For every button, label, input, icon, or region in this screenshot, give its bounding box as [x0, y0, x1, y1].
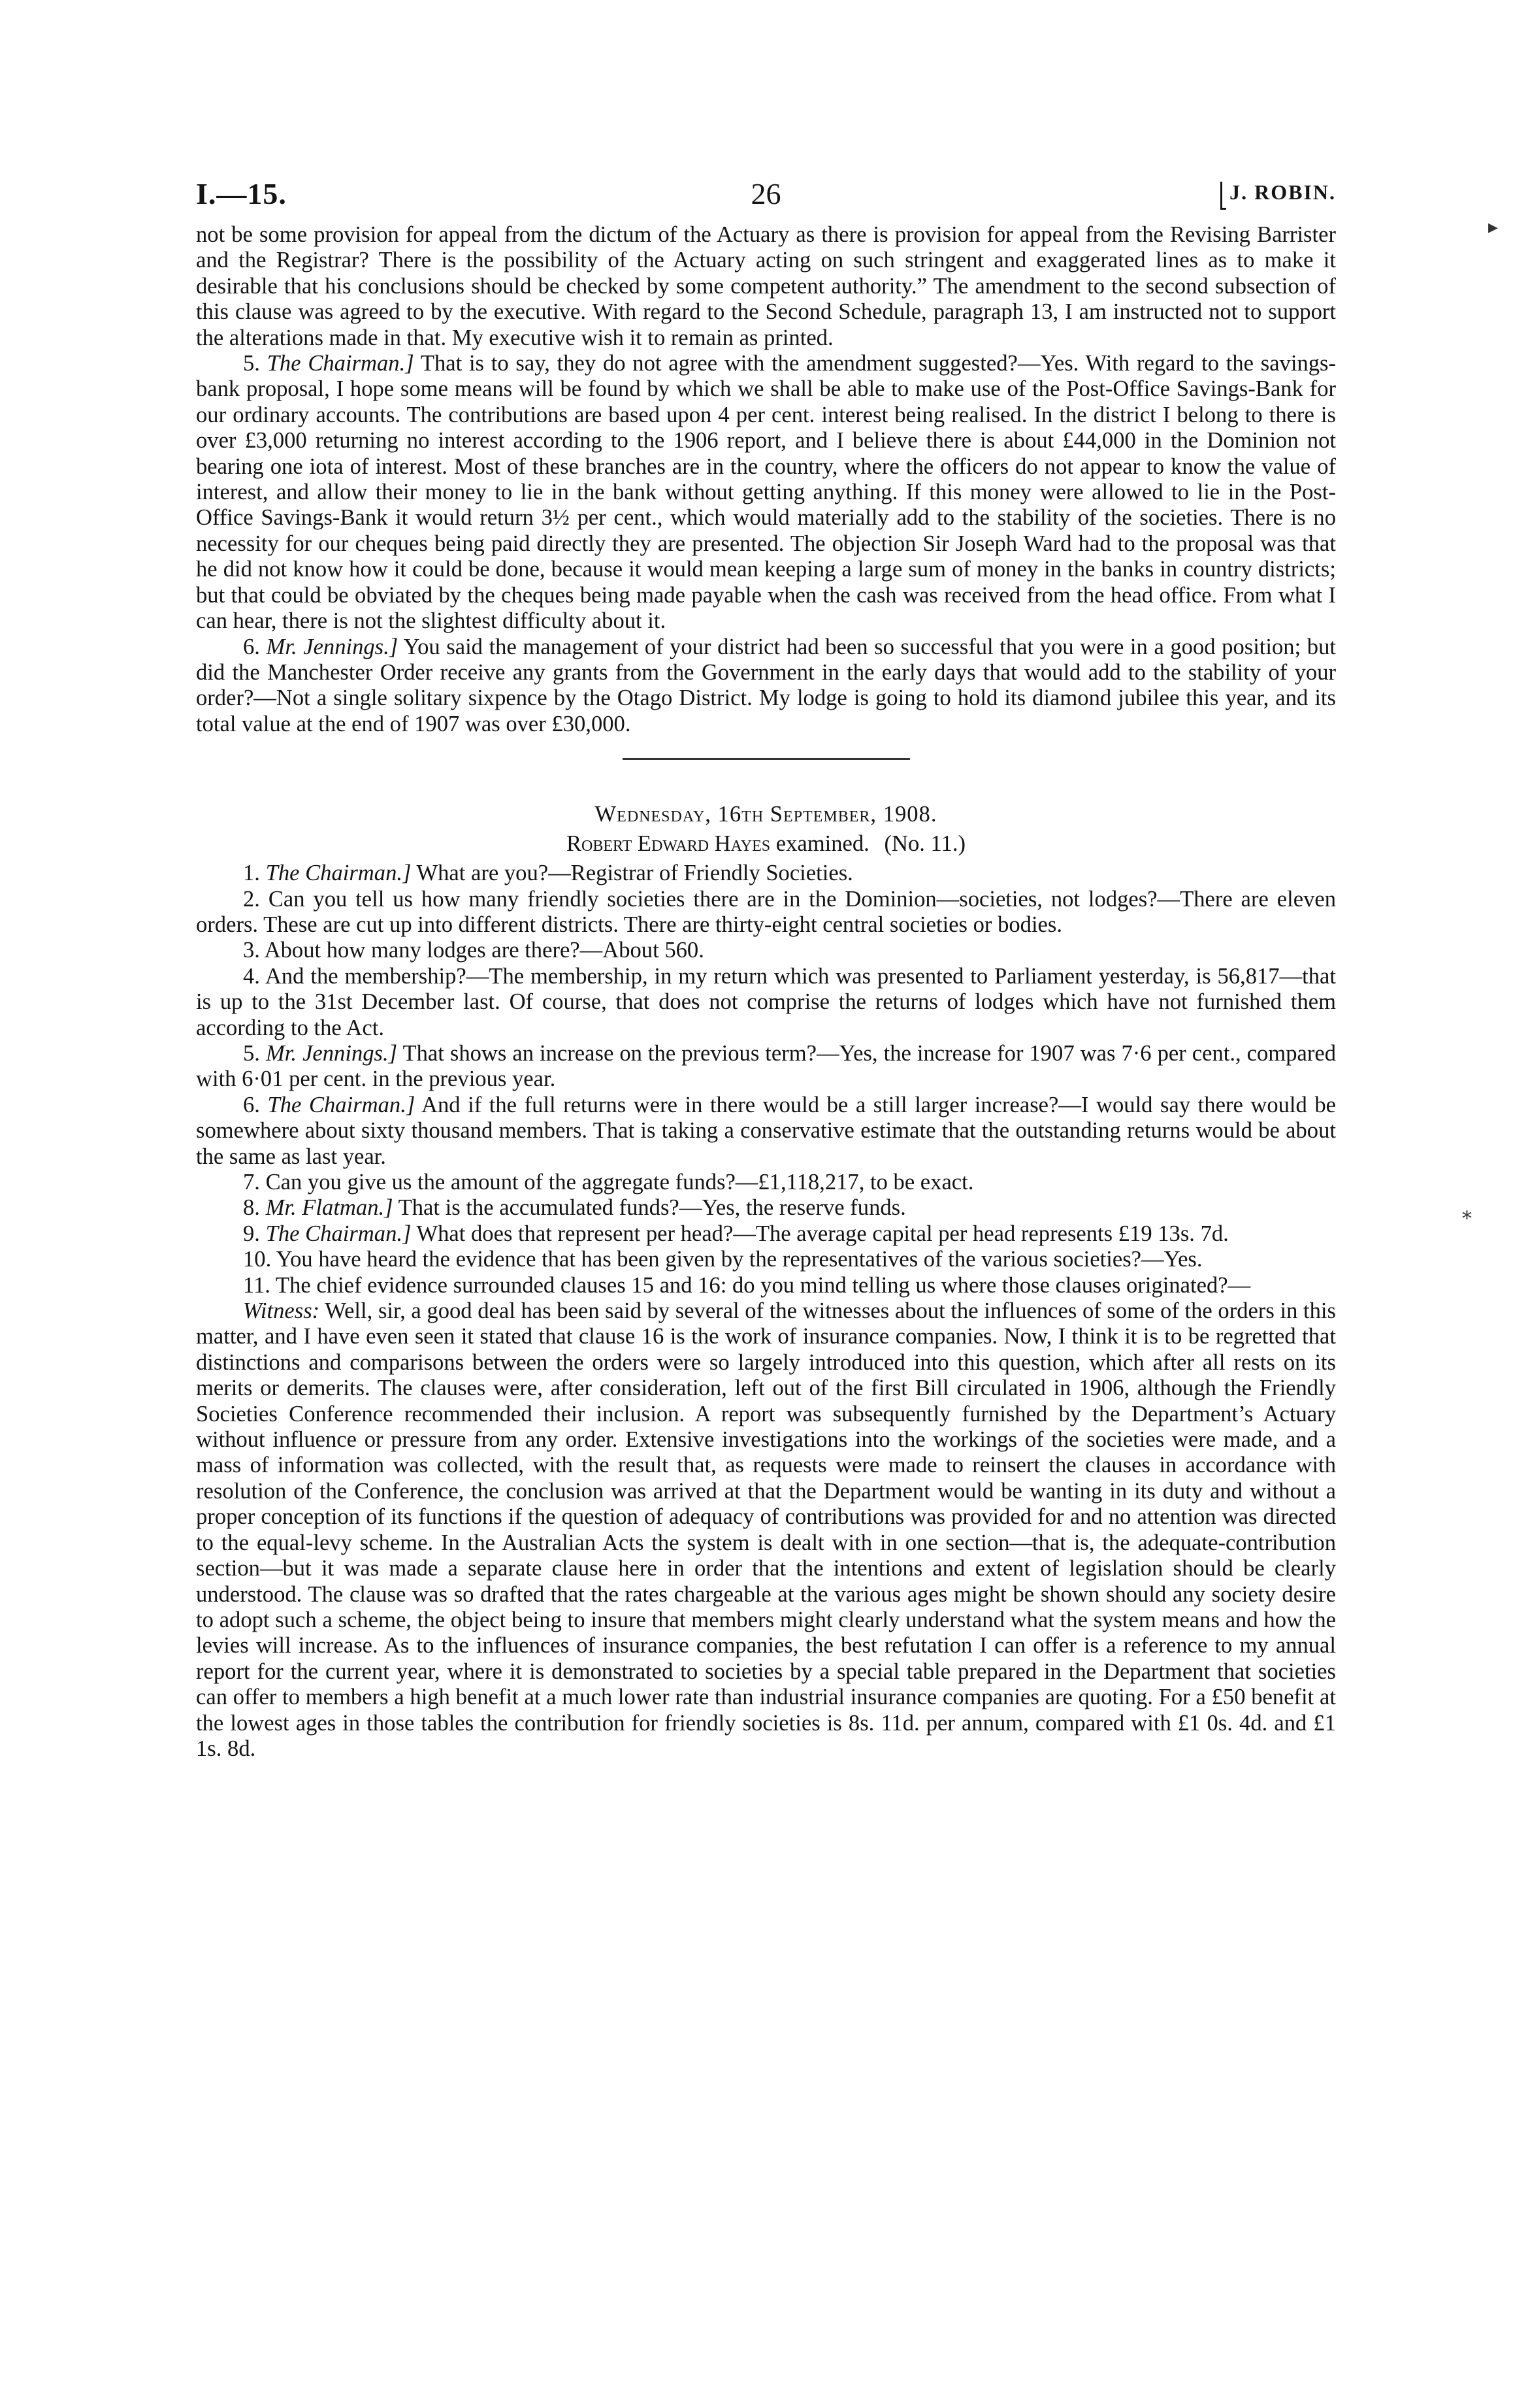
question-number: 6.: [243, 634, 260, 659]
paragraph-text: Can you tell us how many friendly societies there are in the Dominion—societies, not lodges?—There are eleven orders. These are cut up into different districts. There are thirty-eight central societies or bodies.: [196, 886, 1336, 937]
question-number: 8.: [243, 1195, 260, 1221]
speaker-label: Mr. Jennings.]: [265, 1040, 398, 1066]
question-number: 9.: [243, 1221, 260, 1246]
question-paragraph: [196, 887, 1336, 938]
question-paragraph: [196, 635, 1336, 738]
witness-suffix: examined.: [770, 831, 870, 857]
speaker-label: The Chairman.]: [265, 861, 412, 886]
question-paragraph: [196, 1170, 1336, 1195]
paragraph-text: That is the accumulated funds?—Yes, the reserve funds.: [393, 1195, 906, 1221]
top-section: [196, 222, 1336, 737]
question-number: 4.: [243, 963, 260, 989]
paragraph-text: That is to say, they do not agree with the amendment suggested?—Yes. With regard to the savings-bank proposal, I hope some means will be found by which we shall be able to make use of the Post-Office Savings-Bank for our ordinary accounts. The contributions are based upon 4 per cent. interest being realised. In the district I belong to there is over £3,000 returning no interest according to the 1906 report, and I believe there is about £44,000 in the Dominion not bearing one iota of interest. Most of these branches are in the country, where the officers do not appear to know the value of interest, and allow their money to lie in the bank without getting anything. If this money were allowed to lie in the Post-Office Savings-Bank it would return 3½ per cent., which would materially add to the stability of the societies. There is no necessity for our cheques being paid directly they are presented. The objection Sir Joseph Ward had to the proposal was that he did not know how it could be done, because it would mean keeping a large sum of money in the banks in country districts; but that could be obviated by the cheques being made payable when the cash was received from the head office. From what I can hear, there is not the slightest difficulty about it.: [196, 351, 1336, 634]
question-number: 6.: [243, 1092, 260, 1117]
question-paragraph: [196, 1093, 1336, 1170]
section-divider: [623, 758, 910, 760]
witness-name: Robert Edward Hayes: [566, 831, 771, 857]
witness-heading: [196, 831, 1336, 857]
speaker-label: Witness:: [243, 1298, 320, 1324]
question-paragraph: [196, 1273, 1336, 1298]
running-header: [196, 176, 1336, 222]
question-number: 11.: [243, 1272, 270, 1298]
question-paragraph: [196, 964, 1336, 1041]
paragraph-text: The chief evidence surrounded clauses 15 and 16: do you mind telling us where those clauses originated?—: [270, 1272, 1251, 1298]
question-paragraph: [196, 351, 1336, 634]
question-number: 7.: [243, 1170, 260, 1195]
parliamentary-paper-number: I.—15.: [196, 177, 287, 210]
witness-number: (No. 11.): [884, 831, 966, 857]
speaker-label: Mr. Jennings.]: [266, 634, 398, 659]
page-number: 26: [751, 177, 781, 210]
question-number: 2.: [243, 886, 260, 912]
margin-mark: ⁎: [1462, 1202, 1472, 1223]
document-page: [196, 176, 1336, 1762]
question-paragraph: [196, 861, 1336, 886]
question-paragraph: [196, 1041, 1336, 1093]
paragraph-text: Well, sir, a good deal has been said by several of the witnesses about the influences of some of the orders in this matter, and I have even seen it stated that clause 16 is the work of insurance companies. Now, I think it is to be regretted that distinctions and comparisons between the orders were so largely introduced into this question, which after all rests on its merits or demerits. The clauses were, after consideration, left out of the first Bill circulated in 1906, although the Friendly Societies Conference recommended their inclusion. A report was subsequently furnished by the Department’s Actuary without influence or pressure from any order. Extensive investigations into the workings of the societies were made, and a mass of information was collected, with the result that, as requests were made to reinsert the clauses in accordance with resolution of the Conference, the conclusion was arrived at that the Department would be wanting in its duty and without a proper conception of its functions if the question of adequacy of contributions was provided for and no attention was directed to the equal-levy scheme. In the Australian Acts the system is dealt with in one section—that is, the adequate-contribution section—but it was made a separate clause here in order that the intentions and extent of legislation should be clearly understood. The clause was so drafted that the rates chargeable at the various ages might be shown should any society desire to adopt such a scheme, the object being to insure that members might clearly understand what the system means and how the levies will increase. As to the influences of insurance companies, the best refutation I can offer is a reference to my annual report for the current year, where it is demonstrated to societies by a special table prepared in the Department that societies can offer to members a high benefit at a much lower rate than industrial insurance companies are quoting. For a £50 benefit at the lowest ages in those tables the contribution for friendly societies is 8s. 11d. per annum, compared with £1 0s. 4d. and £1 1s. 8d.: [196, 1298, 1336, 1761]
question-number: 1.: [243, 861, 260, 886]
speaker-label: The Chairman.]: [265, 1221, 412, 1246]
question-paragraph: [196, 1195, 1336, 1221]
margin-mark: ▸: [1488, 216, 1499, 238]
question-paragraph: [196, 1221, 1336, 1247]
paragraph-text: You said the management of your district had been so successful that you were in a good position; but did the Manchester Order receive any grants from the Government in the early days that would add to the stability of your order?—Not a single solitary sixpence by the Otago District. My lodge is going to hold its diamond jubilee this year, and its total value at the end of 1907 was over £30,000.: [196, 634, 1336, 736]
continued-paragraph: [196, 222, 1336, 351]
witness-statement: [196, 1298, 1336, 1762]
question-number: 3.: [243, 938, 260, 963]
paragraph-text: And the membership?—The membership, in my return which was presented to Parliament yesterday, is 56,817—that is up to the 31st December last. Of course, that does not comprise the returns of lodges which have not furnished them according to the Act.: [196, 963, 1336, 1040]
speaker-label: The Chairman.]: [267, 351, 414, 376]
witness-running-title: J. ROBIN.: [1229, 180, 1336, 204]
paragraph-text: Can you give us the amount of the aggregate funds?—£1,118,217, to be exact.: [259, 1170, 974, 1195]
question-paragraph: [196, 938, 1336, 963]
speaker-label: Mr. Flatman.]: [265, 1195, 393, 1221]
paragraph-text: You have heard the evidence that has been given by the representatives of the various societies?—Yes.: [271, 1247, 1203, 1272]
question-number: 5.: [243, 351, 260, 376]
section-heading: [196, 802, 1336, 857]
question-number: 10.: [243, 1247, 272, 1272]
paragraph-text: What does that represent per head?—The average capital per head represents £19 13s. 7d.: [411, 1221, 1229, 1246]
speaker-label: The Chairman.]: [267, 1092, 415, 1117]
bottom-section: [196, 861, 1336, 1762]
paragraph-text: That shows an increase on the previous term?—Yes, the increase for 1907 was 7·6 per cent., compared with 6·01 per cent. in the previous year.: [196, 1040, 1336, 1092]
question-number: 5.: [243, 1040, 260, 1066]
sitting-date: Wednesday, 16th September, 1908.: [594, 802, 937, 827]
paragraph-text: not be some provision for appeal from the dictum of the Actuary as there is provision for appeal from the Revising Barrister and the Registrar? There is the possibility of the Actuary acting on such stringent and exaggerated lines as to make it desirable that his conclusions should be checked by some competent authority.” The amendment to the second subsection of this clause was agreed to by the executive. With regard to the Second Schedule, paragraph 13, I am instructed not to support the alterations made in that. My executive wish it to remain as printed.: [196, 222, 1336, 350]
paragraph-text: And if the full returns were in there would be a still larger increase?—I would say there would be somewhere about sixty thousand members. That is taking a conservative estimate that the outstanding returns would be about the same as last year.: [196, 1092, 1337, 1169]
question-paragraph: [196, 1247, 1336, 1272]
paragraph-text: About how many lodges are there?—About 560.: [259, 938, 704, 963]
paragraph-text: What are you?—Registrar of Friendly Societies.: [411, 861, 853, 886]
